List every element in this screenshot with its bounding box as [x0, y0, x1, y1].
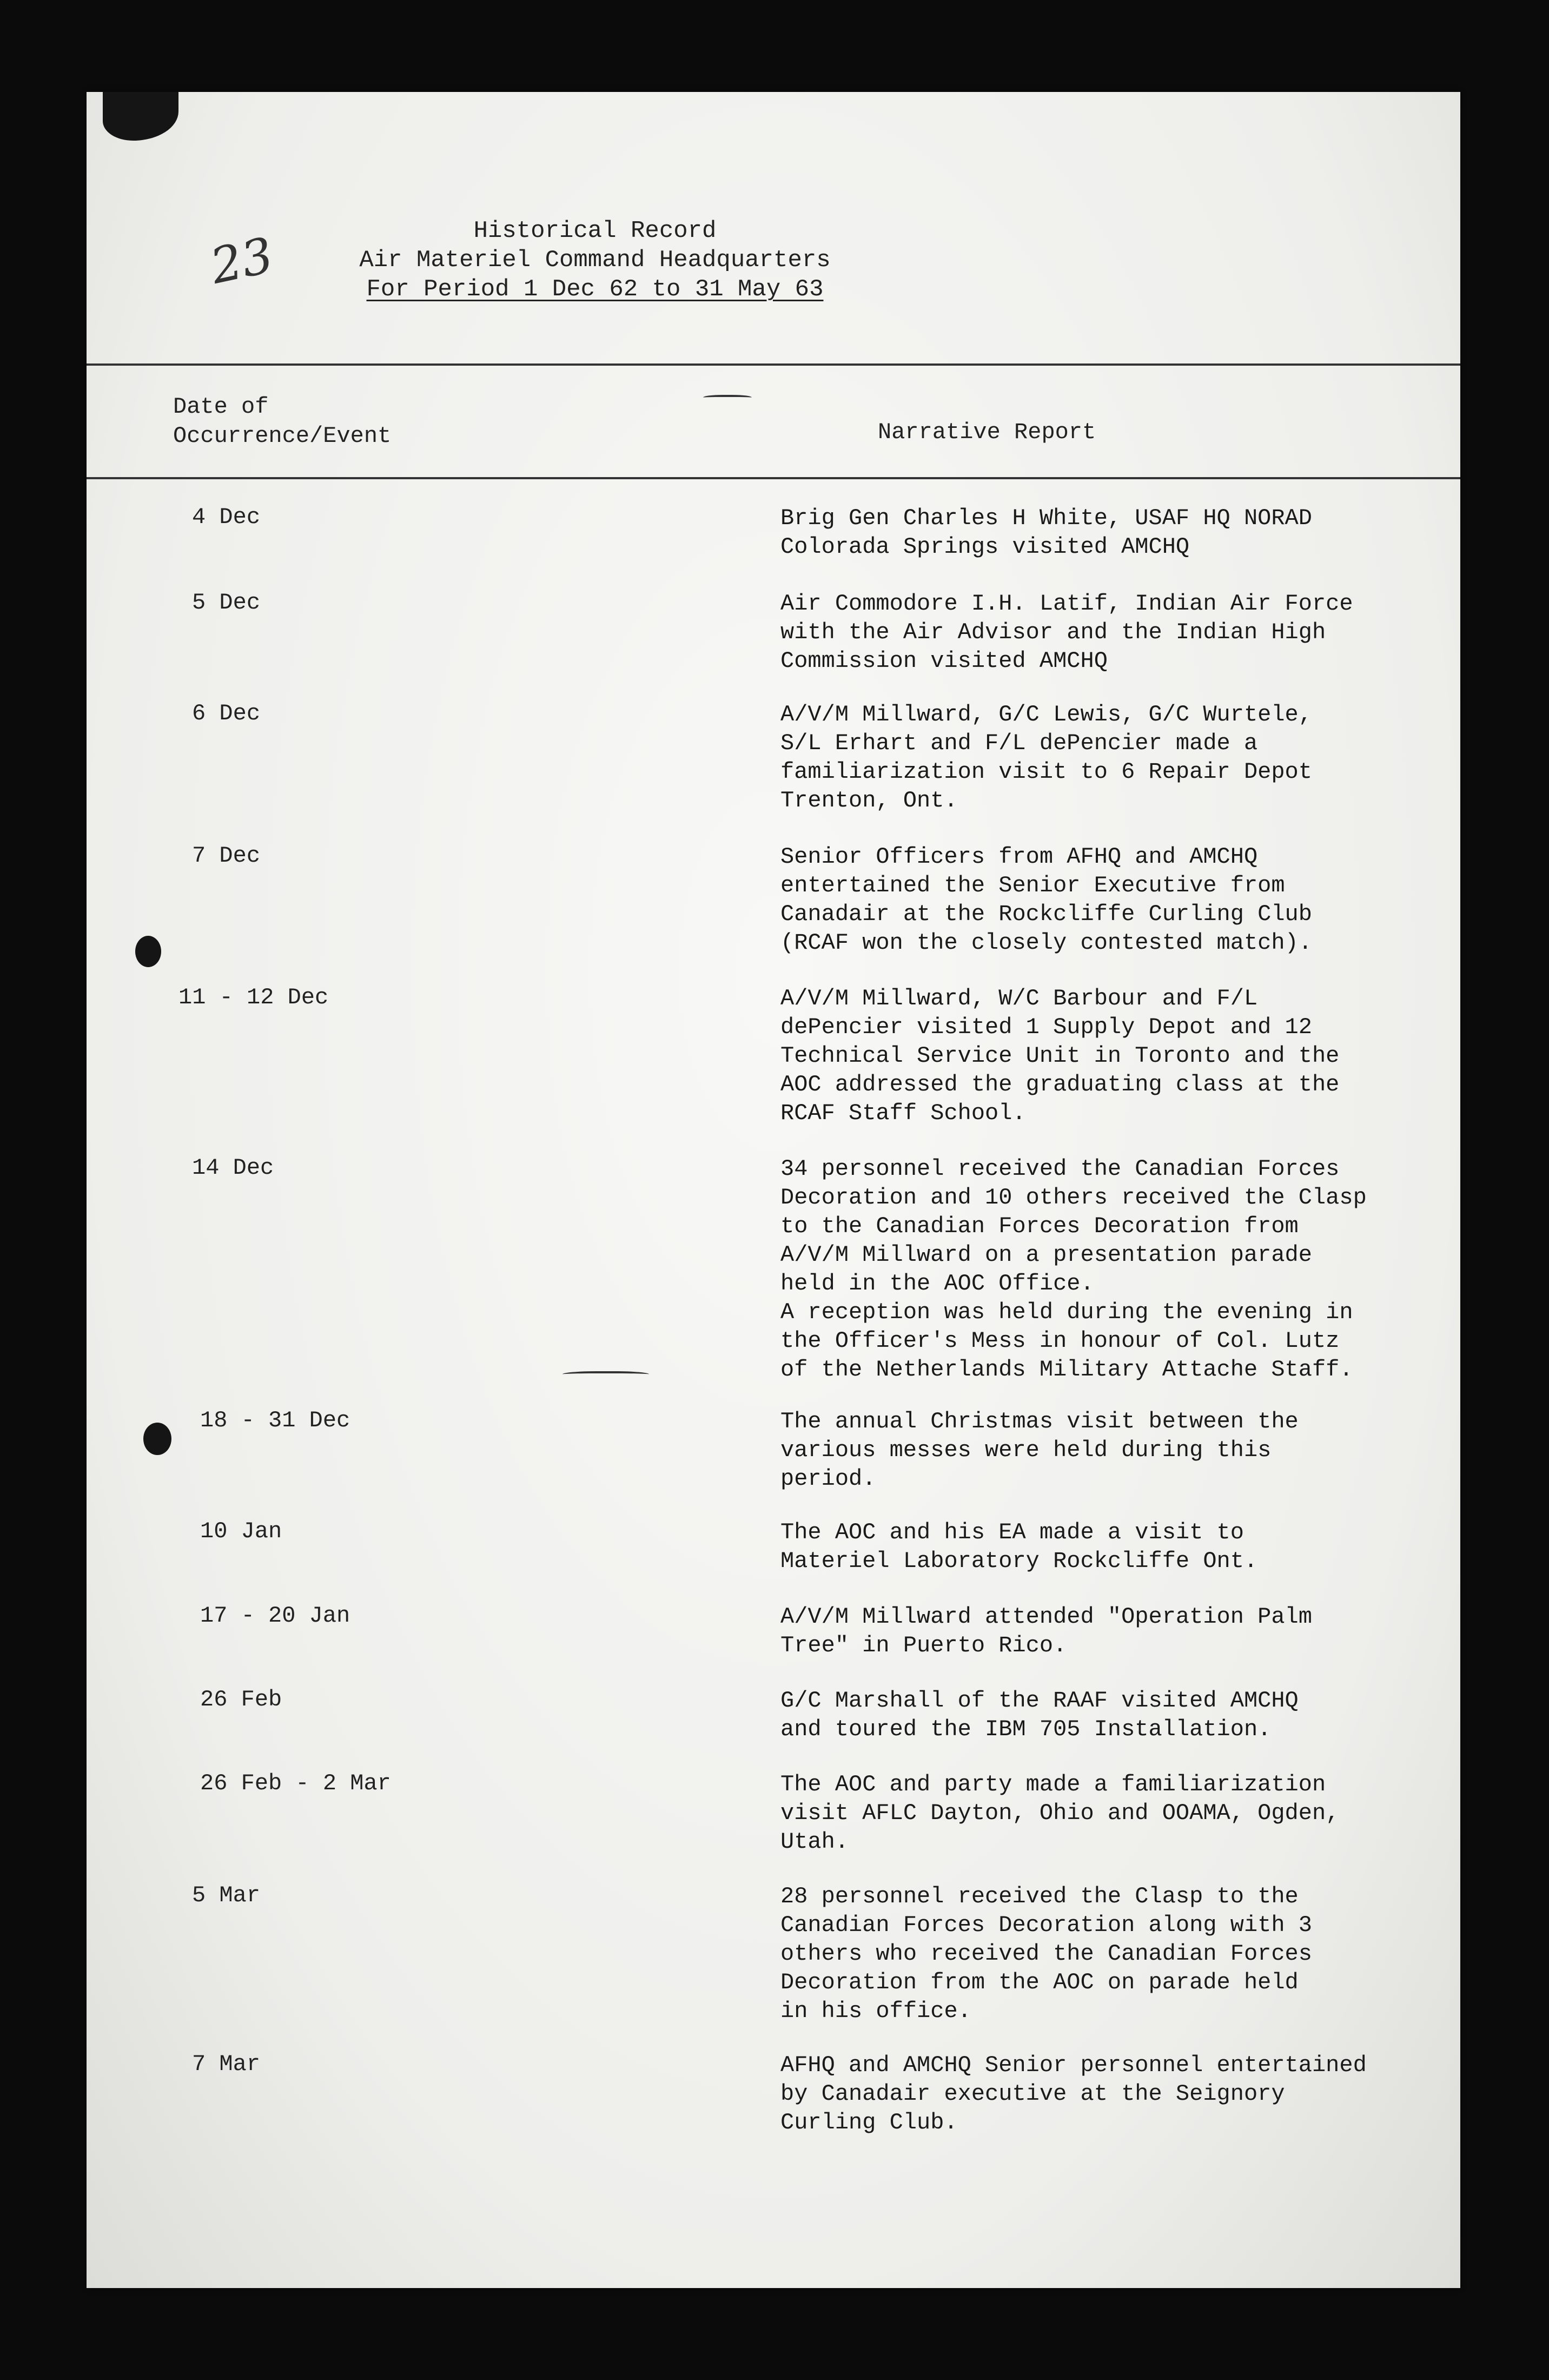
- entry-narrative: [780, 843, 1408, 957]
- narrative-line: Senior Officers from AFHQ and AMCHQ: [780, 844, 1258, 870]
- pencil-mark: [562, 1371, 649, 1379]
- narrative-line: entertained the Senior Executive from: [780, 872, 1285, 898]
- narrative-line: in his office.: [780, 1998, 971, 2024]
- narrative-line: of the Netherlands Military Attache Staff.: [780, 1357, 1353, 1383]
- narrative-line: RCAF Staff School.: [780, 1100, 1026, 1126]
- header-organization: Air Materiel Command Headquarters: [359, 247, 831, 274]
- column-header-narrative: Narrative Report: [878, 419, 1096, 445]
- narrative-line: others who received the Canadian Forces: [780, 1941, 1312, 1967]
- header-period: For Period 1 Dec 62 to 31 May 63: [366, 276, 824, 303]
- narrative-line: AFHQ and AMCHQ Senior personnel entertained: [780, 2052, 1367, 2078]
- header-title: Historical Record: [473, 217, 717, 244]
- entry-date: 26 Feb - 2 Mar: [200, 1770, 391, 1796]
- narrative-line: Materiel Laboratory Rockcliffe Ont.: [780, 1548, 1258, 1574]
- entry-narrative: [780, 984, 1408, 1128]
- narrative-line: A/V/M Millward on a presentation parade: [780, 1242, 1312, 1268]
- narrative-line: with the Air Advisor and the Indian High: [780, 619, 1326, 645]
- narrative-line: Utah.: [780, 1829, 849, 1855]
- column-header-date: [173, 392, 391, 451]
- narrative-line: various messes were held during this: [780, 1437, 1272, 1463]
- column-header-date-line1: Date of: [173, 394, 269, 420]
- top-rule: [87, 363, 1460, 366]
- entry-date: 18 - 31 Dec: [200, 1407, 350, 1433]
- entry-narrative: [780, 504, 1408, 561]
- narrative-line: The annual Christmas visit between the: [780, 1409, 1299, 1434]
- narrative-line: Commission visited AMCHQ: [780, 648, 1108, 674]
- narrative-line: Trenton, Ont.: [780, 788, 958, 814]
- narrative-line: AOC addressed the graduating class at the: [780, 1072, 1340, 1098]
- document-header: [325, 216, 865, 304]
- narrative-line: A/V/M Millward attended "Operation Palm: [780, 1604, 1312, 1630]
- narrative-line: Curling Club.: [780, 2110, 958, 2136]
- narrative-line: A/V/M Millward, G/C Lewis, G/C Wurtele,: [780, 702, 1312, 728]
- entry-narrative: [780, 1882, 1408, 2026]
- narrative-line: visit AFLC Dayton, Ohio and OOAMA, Ogden,: [780, 1800, 1340, 1826]
- entry-date: 7 Dec: [192, 843, 261, 869]
- entry-date: 6 Dec: [192, 700, 261, 726]
- entry-narrative: [780, 700, 1408, 815]
- narrative-line: the Officer's Mess in honour of Col. Lutz: [780, 1328, 1340, 1354]
- paper-sheet: [87, 92, 1460, 2288]
- narrative-line: The AOC and his EA made a visit to: [780, 1519, 1244, 1545]
- entry-narrative: [780, 1687, 1408, 1744]
- entry-date: 10 Jan: [200, 1518, 282, 1544]
- narrative-line: Decoration and 10 others received the Clasp: [780, 1185, 1367, 1211]
- entry-date: 14 Dec: [192, 1155, 274, 1181]
- narrative-line: 28 personnel received the Clasp to the: [780, 1883, 1299, 1909]
- entry-narrative: [780, 1603, 1408, 1660]
- narrative-line: and toured the IBM 705 Installation.: [780, 1716, 1272, 1742]
- ink-blot: [135, 936, 161, 967]
- narrative-line: period.: [780, 1466, 876, 1492]
- entry-narrative: [780, 590, 1408, 676]
- narrative-line: A/V/M Millward, W/C Barbour and F/L: [780, 986, 1258, 1012]
- ink-blot: [143, 1423, 171, 1455]
- entry-narrative: [780, 2051, 1408, 2137]
- narrative-line: A reception was held during the evening in: [780, 1299, 1353, 1325]
- header-bottom-rule: [87, 477, 1460, 479]
- narrative-line: (RCAF won the closely contested match).: [780, 930, 1312, 956]
- narrative-line: Technical Service Unit in Toronto and the: [780, 1043, 1340, 1069]
- narrative-line: 34 personnel received the Canadian Forces: [780, 1156, 1340, 1182]
- narrative-line: Canadair at the Rockcliffe Curling Club: [780, 901, 1312, 927]
- narrative-line: dePencier visited 1 Supply Depot and 12: [780, 1014, 1312, 1040]
- handwritten-page-number: 23: [206, 227, 279, 295]
- entry-date: 4 Dec: [192, 504, 261, 530]
- entry-narrative: [780, 1155, 1408, 1384]
- narrative-line: G/C Marshall of the RAAF visited AMCHQ: [780, 1688, 1299, 1714]
- entry-narrative: [780, 1518, 1408, 1576]
- narrative-line: familiarization visit to 6 Repair Depot: [780, 759, 1312, 785]
- entry-date: 5 Dec: [192, 590, 261, 616]
- column-header-date-line2: Occurrence/Event: [173, 423, 392, 449]
- narrative-line: The AOC and party made a familiarization: [780, 1771, 1326, 1797]
- narrative-line: Colorada Springs visited AMCHQ: [780, 534, 1190, 560]
- narrative-line: Canadian Forces Decoration along with 3: [780, 1912, 1312, 1938]
- narrative-line: held in the AOC Office.: [780, 1271, 1094, 1297]
- narrative-line: Tree" in Puerto Rico.: [780, 1632, 1067, 1658]
- ink-blot: [103, 92, 178, 141]
- narrative-line: to the Canadian Forces Decoration from: [780, 1213, 1299, 1239]
- entry-date: 11 - 12 Dec: [178, 984, 329, 1010]
- narrative-line: Air Commodore I.H. Latif, Indian Air Force: [780, 591, 1353, 617]
- narrative-line: by Canadair executive at the Seignory: [780, 2081, 1285, 2107]
- entry-date: 5 Mar: [192, 1882, 261, 1908]
- entry-date: 17 - 20 Jan: [200, 1603, 350, 1629]
- pencil-mark: [703, 395, 752, 401]
- narrative-line: Brig Gen Charles H White, USAF HQ NORAD: [780, 505, 1312, 531]
- narrative-line: S/L Erhart and F/L dePencier made a: [780, 730, 1258, 756]
- narrative-line: Decoration from the AOC on parade held: [780, 1969, 1299, 1995]
- entry-narrative: [780, 1770, 1408, 1856]
- entry-date: 7 Mar: [192, 2051, 261, 2077]
- entry-date: 26 Feb: [200, 1687, 282, 1713]
- entry-narrative: [780, 1407, 1408, 1493]
